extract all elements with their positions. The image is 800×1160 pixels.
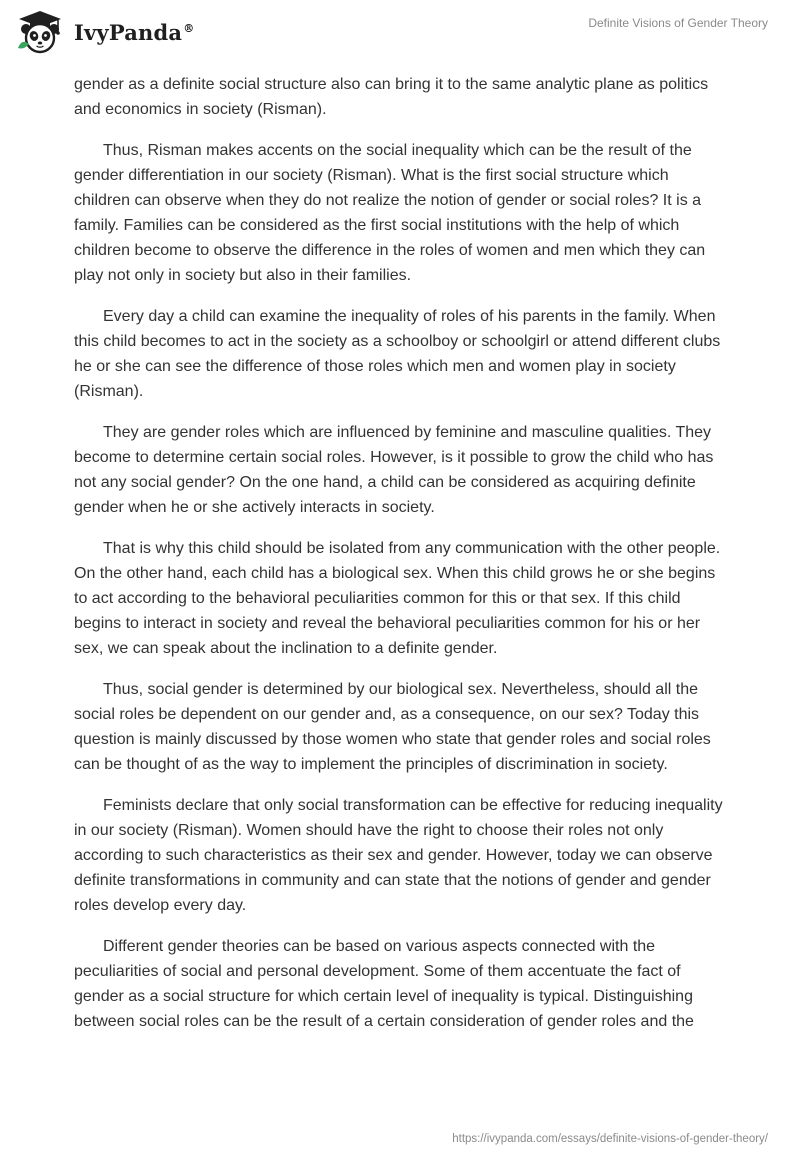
registered-mark: ® <box>183 21 195 35</box>
page-header <box>0 0 800 64</box>
ivypanda-logo[interactable] <box>14 8 194 56</box>
essay-body <box>74 72 726 1050</box>
paragraph: That is why this child should be isolated from any communication with the other people. On the other hand, each child has a biological sex. When this child grows he or she begins to act according to the behavioral peculiarities common for this or that sex. If this child begins to interact in society and reveal the behavioral peculiarities common for his or her sex, we can speak about the inclination to a definite gender. <box>74 540 721 657</box>
panda-graduate-icon <box>14 8 66 56</box>
paragraph: Thus, social gender is determined by our biological sex. Nevertheless, should all the social roles be dependent on our gender and, as a consequence, on our sex? Today this question is mainly discussed by those women who state that gender roles and social roles can be thought of as the way to implement the principles of discrimination in society. <box>74 681 711 773</box>
document-title: Definite Visions of Gender Theory <box>588 16 768 30</box>
paragraph: Different gender theories can be based on various aspects connected with the peculiarities of social and personal development. Some of them accentuate the fact of gender as a social structure for which certain level of inequality is typical. Distinguishing between social roles can be the result of a certain consideration of gender roles and the <box>74 938 694 1030</box>
paragraph: Every day a child can examine the inequality of roles of his parents in the family. When this child becomes to act in the society as a schoolboy or schoolgirl or attend different clubs he or she can see the difference of those roles which men and women play in society (Risman). <box>74 308 721 400</box>
paragraph: gender as a definite social structure also can bring it to the same analytic plane as politics and economics in society (Risman). <box>74 76 709 118</box>
source-url[interactable]: https://ivypanda.com/essays/definite-visions-of-gender-theory/ <box>452 1133 768 1145</box>
paragraph: They are gender roles which are influenced by feminine and masculine qualities. They become to determine certain social roles. However, is it possible to grow the child who has not any social gender? On the one hand, a child can be considered as acquiring definite gender when he or she actively interacts in society. <box>74 424 714 516</box>
paragraph: Thus, Risman makes accents on the social inequality which can be the result of the gender differentiation in our society (Risman). What is the first social structure which children can observe when they do not realize the notion of gender or social roles? It is a family. Families can be considered as the first social institutions with the help of which children become to observe the difference in the roles of women and men which they can play not only in society but also in their families. <box>74 142 706 284</box>
logo-wordmark: IvyPanda® <box>74 19 195 45</box>
paragraph: Feminists declare that only social transformation can be effective for reducing inequality in our society (Risman). Women should have the right to choose their roles not only according to such characteristics as their sex and gender. However, today we can observe definite transformations in community and can state that the notions of gender and gender roles develop every day. <box>74 797 723 914</box>
